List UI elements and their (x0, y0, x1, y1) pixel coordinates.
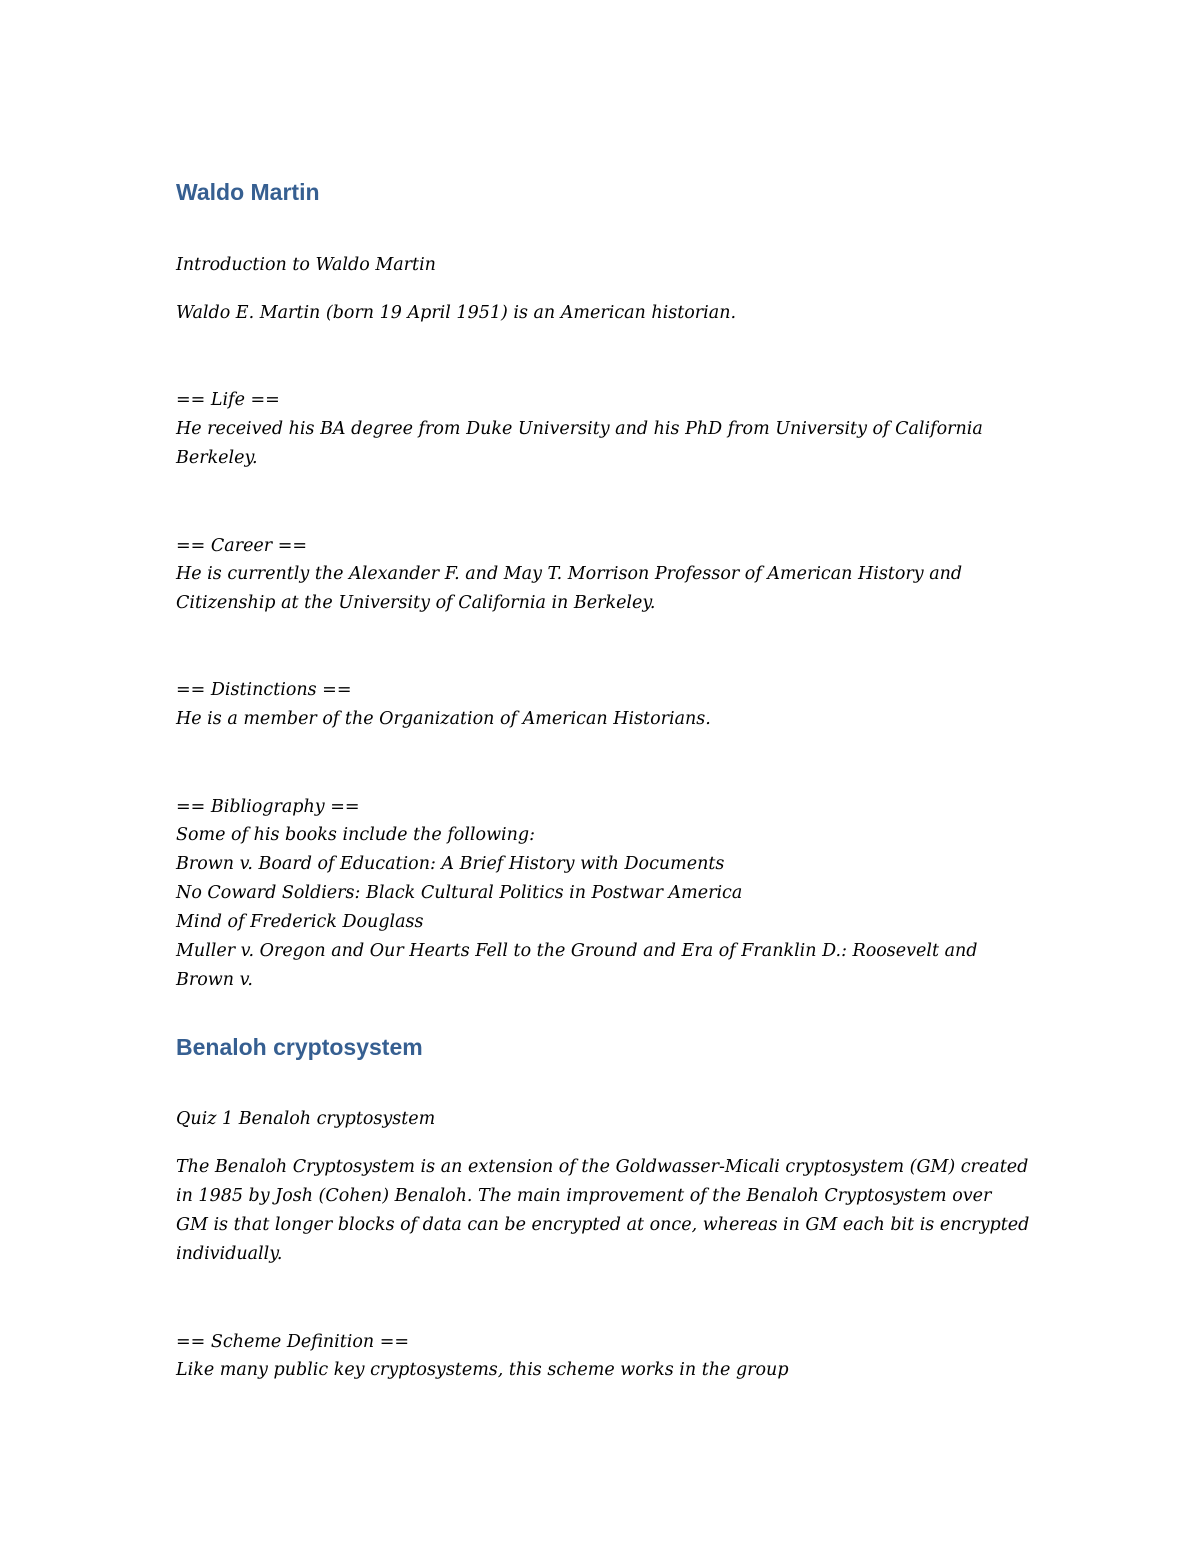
body-line: The Benaloh Cryptosystem is an extension of the Goldwasser-Micali cryptosystem (GM) created (176, 1157, 1029, 1177)
section-heading-career: == Career == (176, 536, 308, 556)
body-line: He is a member of the Organization of American Historians. (176, 709, 711, 729)
article-subtitle: Quiz 1 Benaloh cryptosystem (176, 1109, 436, 1129)
body-line: GM is that longer blocks of data can be encrypted at once, whereas in GM each bit is encrypted (176, 1215, 1030, 1235)
book-title: Muller v. Oregon and Our Hearts Fell to the Ground and Era of Franklin D.: Roosevelt and (176, 941, 978, 961)
article-title-benaloh: Benaloh cryptosystem (176, 1034, 423, 1060)
body-line: Like many public key cryptosystems, this scheme works in the group (176, 1360, 789, 1380)
body-line: Berkeley. (176, 448, 258, 468)
body-line: individually. (176, 1244, 283, 1264)
body-line: in 1985 by Josh (Cohen) Benaloh. The main improvement of the Benaloh Cryptosystem over (176, 1186, 992, 1206)
article-title-waldo-martin: Waldo Martin (176, 179, 320, 205)
section-heading-scheme-definition: == Scheme Definition == (176, 1332, 410, 1352)
article-intro: Waldo E. Martin (born 19 April 1951) is an American historian. (176, 303, 737, 323)
book-title: Brown v. (176, 970, 253, 990)
body-line: Citizenship at the University of California in Berkeley. (176, 593, 656, 613)
body-line: He received his BA degree from Duke University and his PhD from University of California (176, 419, 983, 439)
document-page (176, 0, 1036, 1553)
body-line: Some of his books include the following: (176, 825, 536, 845)
book-title: No Coward Soldiers: Black Cultural Politics in Postwar America (176, 883, 743, 903)
section-heading-life: == Life == (176, 390, 280, 410)
section-heading-bibliography: == Bibliography == (176, 797, 360, 817)
section-heading-distinctions: == Distinctions == (176, 680, 352, 700)
book-title: Mind of Frederick Douglass (176, 912, 424, 932)
article-subtitle: Introduction to Waldo Martin (176, 255, 436, 275)
body-line: He is currently the Alexander F. and May T. Morrison Professor of American History and (176, 564, 963, 584)
book-title: Brown v. Board of Education: A Brief History with Documents (176, 854, 725, 874)
